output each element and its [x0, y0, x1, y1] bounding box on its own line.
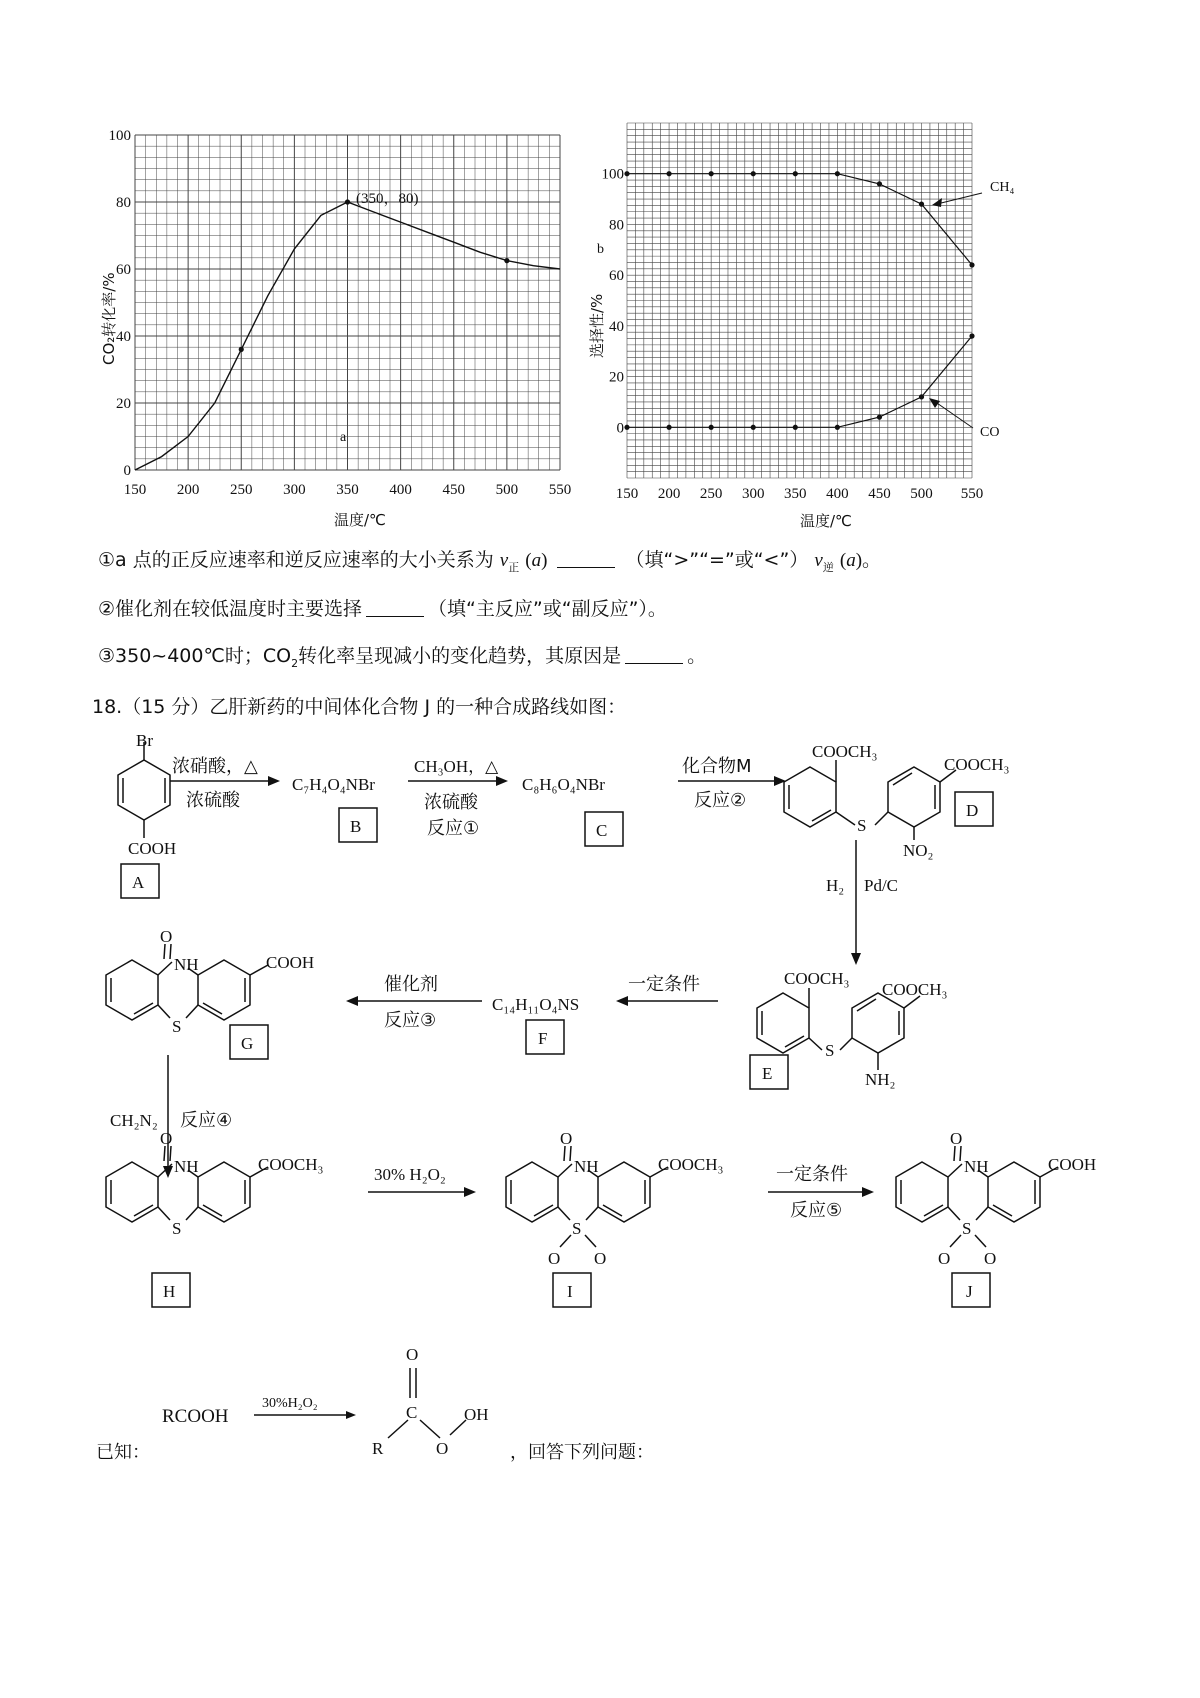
r7-label: 反应④: [180, 1110, 233, 1131]
x-tick-label: 500: [910, 486, 933, 502]
x-tick-label: 150: [123, 482, 147, 498]
j-o1: O: [938, 1249, 951, 1268]
r4-h2: H₂: [826, 876, 845, 895]
data-point: [345, 199, 350, 204]
y-tick-label: 0: [616, 420, 624, 437]
r1-bot: 浓硫酸: [186, 790, 240, 811]
question-1: ①a 点的正反应速率和逆反应速率的大小关系为 $v_正$ (a) （填“>”“=”或“<”） $v_逆$ (a)。: [98, 549, 882, 574]
r7-reag: CH₂N₂: [110, 1111, 158, 1130]
label-c: C: [596, 821, 608, 840]
point-a-label: a: [340, 430, 347, 445]
known-oh: OH: [464, 1405, 489, 1424]
q1-text: ①a 点的正反应速率和逆反应速率的大小关系为: [98, 549, 494, 571]
q3-co2: CO: [262, 645, 292, 667]
data-point: [666, 171, 671, 176]
x-tick-label: 450: [442, 482, 465, 498]
known-r: R: [372, 1439, 384, 1458]
label-i: I: [567, 1282, 573, 1301]
r5-top: 一定条件: [628, 974, 700, 995]
data-point: [709, 425, 714, 430]
r2-top: CH₃OH，△: [414, 757, 499, 776]
x-tick-label: 450: [868, 486, 891, 502]
question-2: [98, 594, 667, 621]
d-no2: NO₂: [903, 841, 934, 860]
y-tick-label: 0: [123, 463, 131, 479]
known-end: ，回答下列问题：: [510, 1442, 654, 1463]
x-tick-label: 150: [615, 486, 639, 502]
compound-e-structure: [757, 988, 920, 1070]
v-forward-sub: 正: [508, 560, 520, 574]
point-b-label: b: [597, 242, 604, 257]
answer-blank-1[interactable]: [557, 566, 615, 568]
i-cooch3: COOCH₃: [658, 1155, 724, 1174]
label-d: D: [966, 801, 979, 820]
data-point: [239, 347, 244, 352]
r3-bot: 反应②: [694, 790, 747, 811]
y-tick-label: 40: [609, 318, 624, 335]
q2-hint: （填“主反应”或“副反应”）。: [428, 598, 667, 620]
known-c: C: [406, 1403, 418, 1422]
co-label: CO: [980, 425, 1000, 440]
synthesis-scheme: [0, 730, 1200, 1690]
r1-top: 浓硝酸，△: [172, 756, 258, 777]
j-o2: O: [984, 1249, 997, 1268]
x-tick-label: 200: [176, 482, 200, 498]
e-nh2: NH₂: [865, 1070, 896, 1089]
c-formula: C₈H₆O₄NBr: [522, 775, 605, 794]
label-a: A: [132, 873, 145, 892]
a-cooh: COOH: [128, 839, 177, 858]
label-j: J: [966, 1282, 973, 1301]
label-b: B: [350, 817, 362, 836]
data-point: [877, 181, 882, 186]
x-tick-label: 550: [548, 482, 572, 498]
r2-mid: 浓硫酸: [424, 792, 478, 813]
h-o: O: [160, 1129, 173, 1148]
q2-text: ②催化剂在较低温度时主要选择: [98, 598, 363, 620]
q1-hint: （填“>”“=”或“<”）: [625, 549, 809, 571]
known-o-top: O: [406, 1345, 419, 1364]
y-tick-label: 40: [116, 329, 131, 345]
r6-top: 催化剂: [384, 974, 438, 995]
data-point: [624, 425, 629, 430]
q3-end: 。: [687, 645, 707, 667]
data-point: [751, 425, 756, 430]
y-tick-label: 80: [609, 217, 624, 234]
label-g: G: [241, 1034, 254, 1053]
x-tick-label: 550: [960, 486, 984, 502]
x-tick-label: 300: [283, 482, 306, 498]
j-o: O: [950, 1129, 963, 1148]
right-xlabel: 温度/℃: [800, 512, 852, 530]
d-cooch3-2: COOCH₃: [944, 755, 1010, 774]
data-point: [835, 425, 840, 430]
label-e: E: [762, 1064, 773, 1083]
a-br: Br: [136, 731, 153, 750]
q3-mid: 转化率呈现减小的变化趋势，其原因是: [298, 645, 622, 667]
known-rcooh: RCOOH: [162, 1406, 229, 1427]
known-o: O: [436, 1439, 449, 1458]
y-tick-label: 60: [609, 268, 624, 285]
r9-top: 一定条件: [776, 1164, 848, 1185]
data-point: [919, 202, 924, 207]
data-point: [919, 394, 924, 399]
x-tick-label: 350: [336, 482, 359, 498]
data-point: [666, 425, 671, 430]
peak-label: (350，80): [356, 191, 419, 207]
r3-top: 化合物M: [682, 756, 752, 777]
e-s: S: [825, 1041, 835, 1060]
d-s: S: [857, 816, 867, 835]
compound-a-structure: [118, 742, 170, 838]
data-point: [835, 171, 840, 176]
data-point: [751, 171, 756, 176]
x-tick-label: 300: [741, 486, 765, 502]
x-tick-label: 250: [699, 486, 723, 502]
i-o1: O: [548, 1249, 561, 1268]
data-point: [793, 425, 798, 430]
x-tick-label: 350: [784, 486, 807, 502]
answer-blank-3[interactable]: [625, 662, 683, 664]
r6-bot: 反应③: [384, 1010, 437, 1031]
q3-text: ③350~400℃时；: [98, 645, 263, 667]
ch4-arrow: [937, 193, 982, 204]
y-tick-label: 20: [116, 396, 131, 412]
e-cooch3-2: COOCH₃: [882, 980, 948, 999]
j-s: S: [962, 1219, 972, 1238]
e-cooch3-1: COOCH₃: [784, 969, 850, 988]
r9-bot: 反应⑤: [790, 1200, 843, 1221]
answer-blank-2[interactable]: [366, 615, 424, 617]
selectivity-chart: [588, 118, 1120, 568]
i-nh: NH: [574, 1157, 599, 1176]
peracid-structure: [388, 1368, 466, 1438]
left-ylabel: CO₂转化率/%: [100, 272, 118, 365]
x-tick-label: 200: [657, 486, 681, 502]
x-tick-label: 500: [495, 482, 519, 498]
data-point: [793, 171, 798, 176]
data-point: [709, 171, 714, 176]
i-o: O: [560, 1129, 573, 1148]
known-reagent: 30%H₂O₂: [262, 1396, 318, 1411]
r2-bot: 反应①: [427, 818, 480, 839]
g-s: S: [172, 1017, 182, 1036]
i-s: S: [572, 1219, 582, 1238]
known-label: 已知：: [96, 1442, 150, 1463]
h-cooch3: COOCH₃: [258, 1155, 324, 1174]
x-tick-label: 400: [389, 482, 412, 498]
data-point: [504, 258, 509, 263]
d-cooch3-1: COOCH₃: [812, 742, 878, 761]
x-tick-label: 400: [826, 486, 849, 502]
label-f: F: [538, 1029, 548, 1048]
q1-end: 。: [862, 549, 882, 571]
data-point: [969, 262, 974, 267]
left-xlabel: 温度/℃: [334, 511, 386, 529]
y-tick-label: 60: [116, 262, 131, 278]
g-o: O: [160, 927, 173, 946]
j-cooh: COOH: [1048, 1155, 1097, 1174]
b-formula: C₇H₄O₄NBr: [292, 775, 375, 794]
x-tick-label: 250: [230, 482, 253, 498]
right-ylabel: 选择性/%: [588, 293, 606, 358]
ch4-label: CH₄: [990, 180, 1015, 195]
ch4-curve: [627, 174, 972, 265]
i-o2: O: [594, 1249, 607, 1268]
v-reverse-sub: 逆: [822, 560, 834, 574]
question-18-title: 18.（15 分）乙肝新药的中间体化合物 J 的一种合成路线如图：: [92, 696, 627, 718]
y-tick-label: 100: [601, 166, 624, 183]
h-nh: NH: [174, 1157, 199, 1176]
label-h: H: [163, 1282, 176, 1301]
data-point: [624, 171, 629, 176]
r8-top: 30% H₂O₂: [374, 1165, 446, 1184]
r4-cat: Pd/C: [864, 876, 899, 895]
data-point: [969, 333, 974, 338]
co2-conversion-chart: [90, 125, 630, 565]
data-point: [877, 415, 882, 420]
co-curve: [627, 336, 972, 427]
y-tick-label: 20: [609, 369, 624, 386]
y-tick-label: 100: [108, 128, 131, 144]
g-nh: NH: [174, 955, 199, 974]
compound-d-structure: [784, 760, 956, 840]
g-cooh: COOH: [266, 953, 315, 972]
question-3: ③350~400℃时；$CO_2$转化率呈现减小的变化趋势，其原因是 。: [98, 645, 707, 670]
h-s: S: [172, 1219, 182, 1238]
j-nh: NH: [964, 1157, 989, 1176]
f-formula: C₁₄H₁₁O₄NS: [492, 995, 580, 1014]
y-tick-label: 80: [116, 195, 131, 211]
